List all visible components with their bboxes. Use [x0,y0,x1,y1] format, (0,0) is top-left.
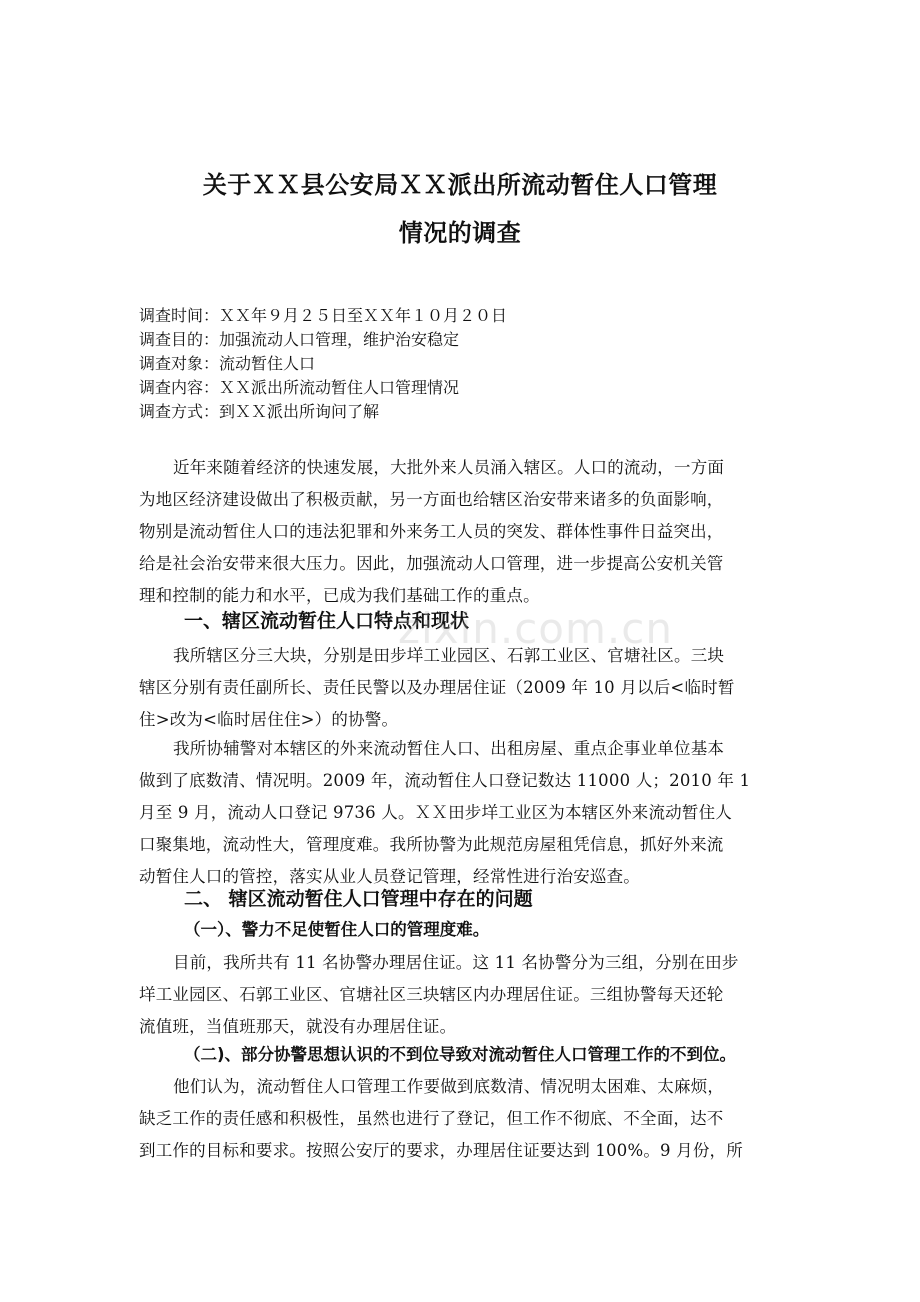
paragraph-line: 近年来随着经济的快速发展，大批外来人员涌入辖区。人口的流动，一方面 [173,458,725,477]
watermark: zixin.com.cn [398,604,673,653]
paragraph-line: 动暂住人口的管控，落实从业人员登记管理，经常性进行治安巡查。 [139,867,640,886]
paragraph-line: 理和控制的能力和水平，已成为我们基础工作的重点。 [139,586,540,605]
subsection2-paragraph [139,1071,787,1167]
paragraph-line: 月至 9 月，流动人口登记 9736 人。ＸＸ田步垟工业区为本辖区外来流动暂住人 [139,803,732,822]
meta-survey-time: 调查时间：ＸＸ年９月２５日至ＸＸ年１０月２０日 [139,306,508,325]
meta-survey-method: 调查方式：到ＸＸ派出所询问了解 [139,402,380,421]
meta-survey-object: 调查对象：流动暂住人口 [139,354,316,373]
paragraph-line: 辖区分别有责任副所长、责任民警以及办理居住证（2009 年 10 月以后<临时暂 [139,678,735,697]
paragraph-line: 目前，我所共有 11 名协警办理居住证。这 11 名协警分为三组，分别在田步 [173,953,739,972]
paragraph-line: 到工作的目标和要求。按照公安厅的要求，办理居住证要达到 100%。9 月份，所 [139,1141,743,1160]
paragraph-line: 给是社会治安带来很大压力。因此，加强流动人口管理，进一步提高公安机关管 [139,554,724,573]
paragraph-line: 口聚集地，流动性大，管理度难。我所协警为此规范房屋租凭信息，抓好外来流 [139,835,724,854]
paragraph-line: 我所协辅警对本辖区的外来流动暂住人口、出租房屋、重点企事业单位基本 [173,739,725,758]
paragraph-line: 物别是流动暂住人口的违法犯罪和外来务工人员的突发、群体性事件日益突出， [139,522,724,541]
document-title-line1: 关于ＸＸ县公安局ＸＸ派出所流动暂住人口管理 [202,171,718,199]
subsection2-heading: （二)、部分协警思想认识的不到位导致对流动暂住人口管理工作的不到位。 [184,1045,737,1064]
paragraph-line: 缺乏工作的责任感和积极性，虽然也进行了登记，但工作不彻底、不全面，达不 [139,1109,724,1128]
paragraph-line: 为地区经济建设做出了积极贡献，另一方面也给辖区治安带来诸多的负面影响， [139,490,724,509]
paragraph-line: 做到了底数清、情况明。2009 年，流动暂住人口登记数达 11000 人；2010 年 1 [139,771,751,790]
meta-survey-purpose: 调查目的：加强流动人口管理，维护治安稳定 [139,330,460,349]
meta-survey-content: 调查内容：ＸＸ派出所流动暂住人口管理情况 [139,378,460,397]
survey-meta-block [139,304,819,424]
subsection1-paragraph [139,947,787,1043]
paragraph-line: 垟工业园区、石郭工业区、官塘社区三块辖区内办理居住证。三组协警每天还轮 [139,985,724,1004]
paragraph-line: 流值班，当值班那天，就没有办理居住证。 [139,1017,457,1036]
section1-heading: 一、辖区流动暂住人口特点和现状 [184,610,470,632]
subsection1-heading: （一）、警力不足使暂住人口的管理度难。 [184,920,490,939]
section1-paragraph2 [139,733,787,893]
paragraph-line: 住>改为<临时居住住>）的协警。 [139,710,399,729]
intro-paragraph [139,452,787,612]
section1-paragraph1 [139,640,787,736]
paragraph-line: 我所辖区分三大块，分别是田步垟工业园区、石郭工业区、官塘社区。三块 [173,646,725,665]
paragraph-line: 他们认为，流动暂住人口管理工作要做到底数清、情况明太困难、太麻烦， [173,1077,725,1096]
section2-heading: 二、 辖区流动暂住人口管理中存在的问题 [184,888,533,910]
document-title-line2: 情况的调查 [398,219,522,247]
